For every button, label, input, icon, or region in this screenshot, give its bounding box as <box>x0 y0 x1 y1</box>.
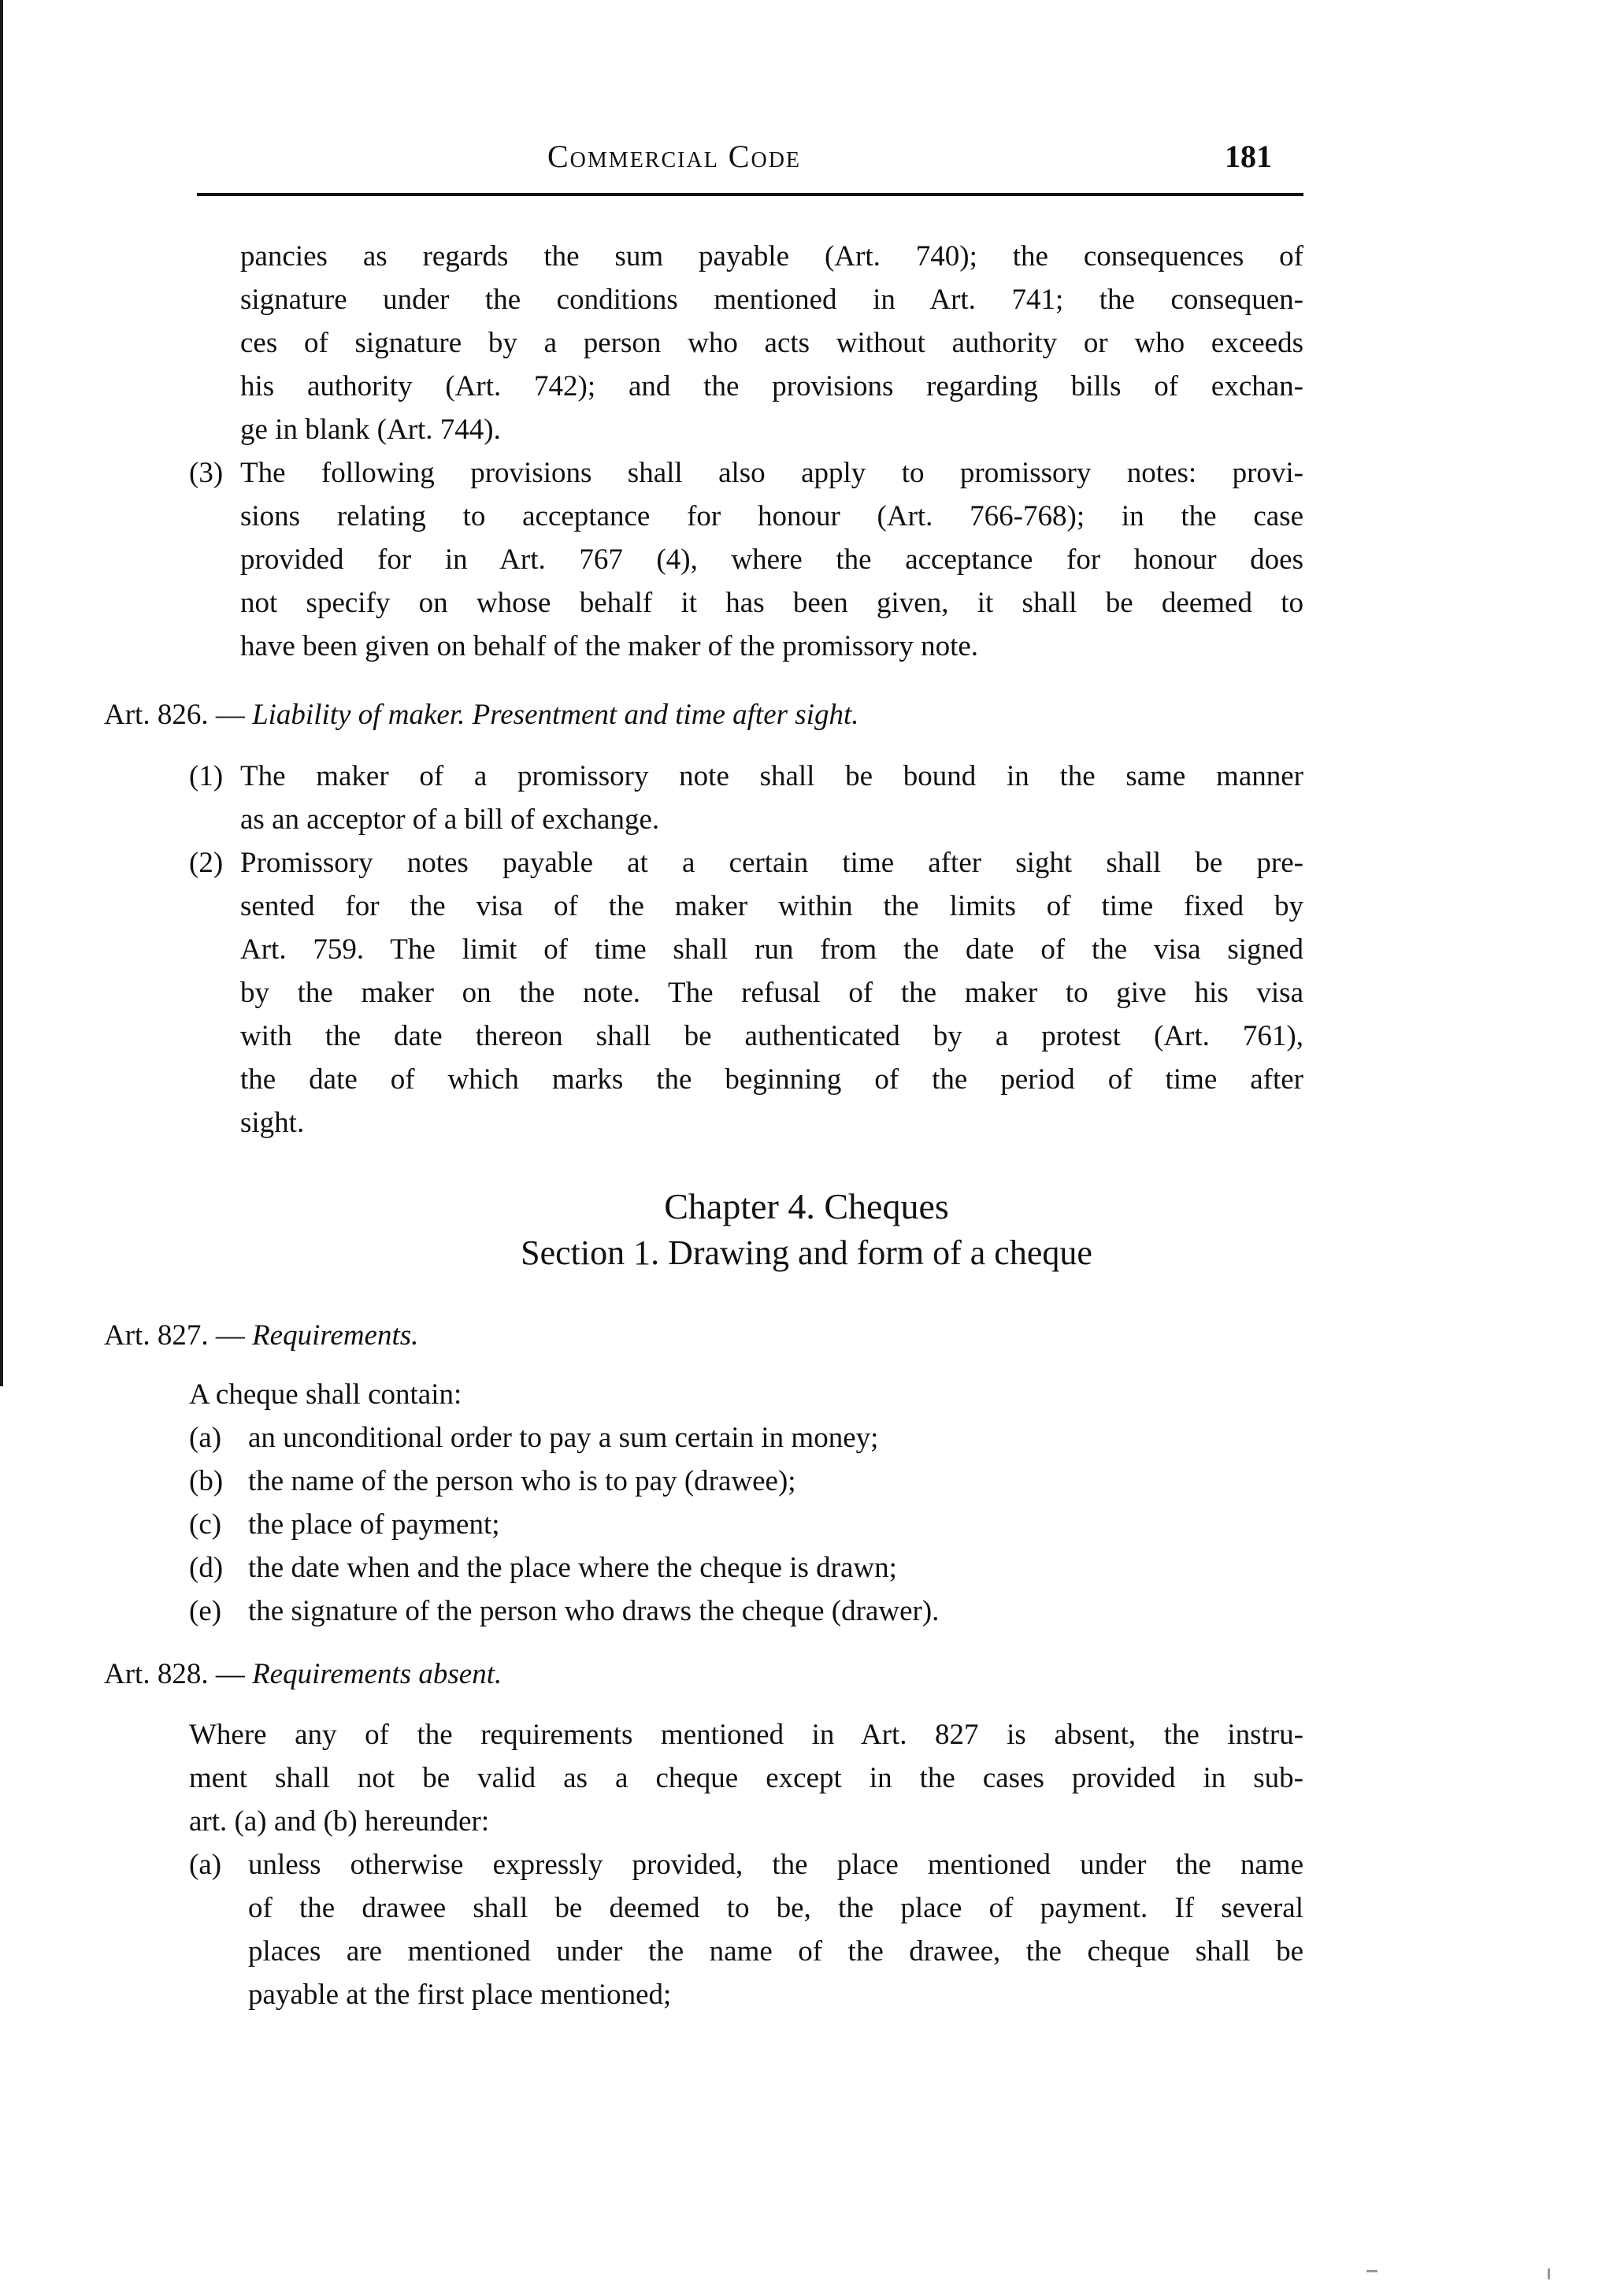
section-title: Section 1. Drawing and form of a cheque <box>521 1233 1092 1272</box>
text-line: sions relating to acceptance for honour (Art. 766-768); in the case <box>240 500 1303 532</box>
text-line: ces of signature by a person who acts without authority or who exceeds <box>240 327 1303 359</box>
article-title: Requirements. <box>252 1319 419 1352</box>
list-label: (d) <box>189 1552 224 1584</box>
continuation-paragraph <box>240 235 1303 451</box>
list-text: the date when and the place where the cheque is drawn; <box>248 1552 897 1584</box>
article-number: Art. 828. — <box>104 1658 245 1690</box>
list-label: (e) <box>189 1595 222 1627</box>
running-title: Commercial Code <box>547 139 802 174</box>
scan-artifact <box>1366 2270 1378 2272</box>
paragraph-number: (1) <box>189 760 224 792</box>
article-826-paragraph-2 <box>240 841 1303 1144</box>
article-heading-828 <box>104 1652 502 1696</box>
text-line: unless otherwise expressly provided, the place mentioned under the name <box>248 1849 1303 1881</box>
scan-edge <box>0 0 3 1386</box>
article-828-intro <box>189 1713 1303 1843</box>
list-label: (c) <box>189 1508 222 1541</box>
text-line: by the maker on the note. The refusal of the maker to give his visa <box>240 977 1303 1009</box>
text-line: have been given on behalf of the maker of the promissory note. <box>240 630 979 662</box>
text-line: his authority (Art. 742); and the provisions regarding bills of exchan- <box>240 370 1303 402</box>
text-line: as an acceptor of a bill of exchange. <box>240 803 660 836</box>
text-line: Art. 759. The limit of time shall run from the date of the visa signed <box>240 933 1303 966</box>
article-title: Liability of maker. Presentment and time after sight. <box>252 699 859 731</box>
text-line: not specify on whose behalf it has been given, it shall be deemed to <box>240 587 1303 619</box>
list-text: the place of payment; <box>248 1508 500 1541</box>
article-heading-826 <box>104 693 858 736</box>
page-header <box>197 138 1303 185</box>
text-line: art. (a) and (b) hereunder: <box>189 1805 490 1838</box>
chapter-title: Chapter 4. Cheques <box>664 1186 949 1226</box>
text-line: sight. <box>240 1107 305 1139</box>
paragraph-number: (3) <box>189 457 224 489</box>
text-line: the date of which marks the beginning of the period of time after <box>240 1063 1303 1096</box>
article-828-item-a <box>248 1843 1303 2016</box>
article-heading-827 <box>104 1314 418 1357</box>
article-number: Art. 826. — <box>104 699 245 731</box>
text-line: signature under the conditions mentioned in Art. 741; the consequen- <box>240 284 1303 316</box>
text-line: of the drawee shall be deemed to be, the place of payment. If several <box>248 1892 1303 1924</box>
text-line: Where any of the requirements mentioned in Art. 827 is absent, the instru- <box>189 1719 1303 1751</box>
scan-artifact <box>1548 2268 1550 2279</box>
article-827-intro: A cheque shall contain: <box>189 1378 462 1411</box>
list-label: (a) <box>189 1422 222 1454</box>
text-line: ge in blank (Art. 744). <box>240 414 501 446</box>
page-number: 181 <box>1225 139 1272 174</box>
article-title: Requirements absent. <box>252 1658 502 1690</box>
list-text: an unconditional order to pay a sum certain in money; <box>248 1422 879 1454</box>
text-line: places are mentioned under the name of the drawee, the cheque shall be <box>248 1935 1303 1968</box>
article-826-paragraph-1 <box>240 755 1303 841</box>
list-text: the name of the person who is to pay (drawee); <box>248 1465 796 1497</box>
list-label: (b) <box>189 1465 224 1497</box>
text-line: The following provisions shall also apply to promissory notes: provi- <box>240 457 1303 489</box>
text-line: The maker of a promissory note shall be bound in the same manner <box>240 760 1303 792</box>
text-line: sented for the visa of the maker within the limits of time fixed by <box>240 890 1303 922</box>
text-line: pancies as regards the sum payable (Art. 740); the consequences of <box>240 240 1303 273</box>
text-line: provided for in Art. 767 (4), where the acceptance for honour does <box>240 543 1303 576</box>
text-line: with the date thereon shall be authenticated by a protest (Art. 761), <box>240 1020 1303 1052</box>
article-number: Art. 827. — <box>104 1319 245 1352</box>
text-line: payable at the first place mentioned; <box>248 1979 672 2011</box>
text-line: ment shall not be valid as a cheque except in the cases provided in sub- <box>189 1762 1303 1794</box>
header-rule <box>197 193 1303 196</box>
list-label: (a) <box>189 1849 222 1881</box>
text-line: Promissory notes payable at a certain time after sight shall be pre- <box>240 847 1303 879</box>
paragraph-3 <box>240 451 1303 668</box>
paragraph-number: (2) <box>189 847 224 879</box>
list-text: the signature of the person who draws the cheque (drawer). <box>248 1595 940 1627</box>
